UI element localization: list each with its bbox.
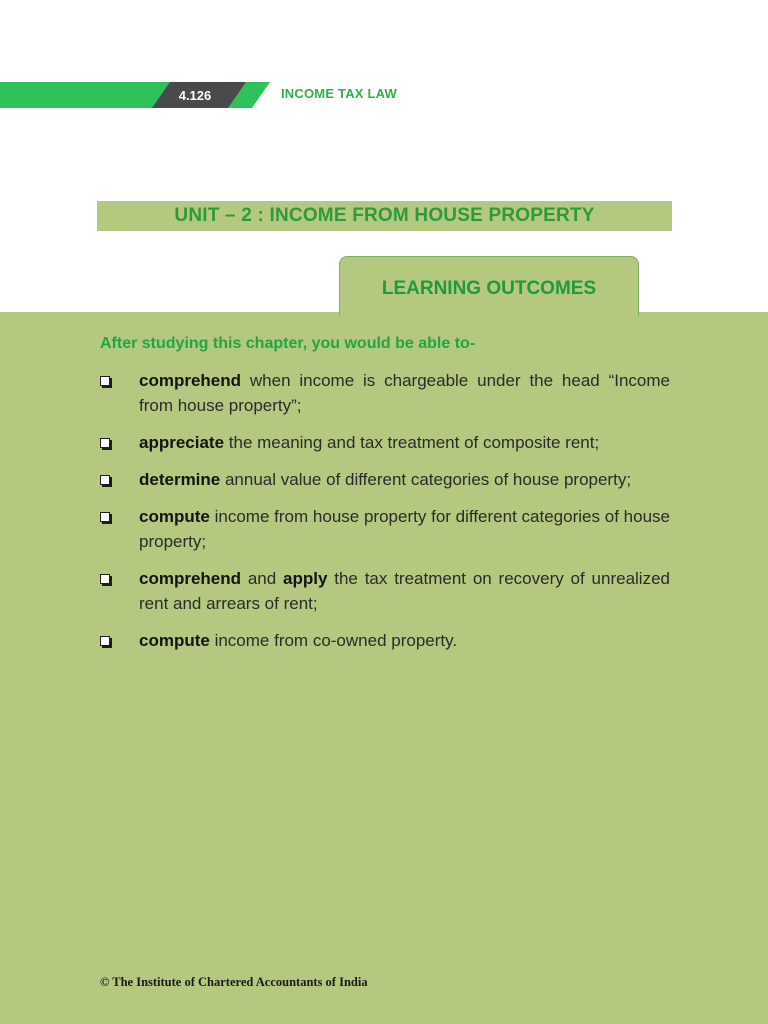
keyword: apply: [283, 569, 328, 588]
item-text: the tax treatment on recovery of unrealized rent and arrears of rent;: [139, 569, 670, 613]
checkbox-square-icon: [100, 574, 110, 584]
item-text: annual value of different categories of house property;: [220, 470, 632, 489]
item-text: income from house property for different categories of house property;: [139, 507, 670, 551]
list-item: [100, 430, 670, 455]
item-text: when income is chargeable under the head “Income from house property”;: [139, 371, 670, 415]
keyword: compute: [139, 631, 210, 650]
list-item: [100, 467, 670, 492]
checkbox-square-icon: [100, 376, 110, 386]
item-text: the meaning and tax treatment of composite rent;: [224, 433, 600, 452]
learning-outcomes-tab: [339, 256, 639, 316]
item-text: and: [241, 569, 284, 588]
list-item: [100, 566, 670, 616]
learning-outcomes-heading: LEARNING OUTCOMES: [381, 278, 597, 299]
checkbox-square-icon: [100, 475, 110, 485]
keyword: comprehend: [139, 371, 242, 390]
list-item: [100, 368, 670, 418]
keyword: compute: [139, 507, 210, 526]
keyword: determine: [139, 470, 221, 489]
running-title: INCOME TAX LAW: [281, 86, 397, 101]
checkbox-square-icon: [100, 438, 110, 448]
list-item: [100, 504, 670, 554]
item-text: income from co-owned property.: [209, 631, 458, 650]
keyword: appreciate: [139, 433, 225, 452]
outcomes-list: [100, 368, 670, 665]
list-item: [100, 628, 670, 653]
keyword: comprehend: [139, 569, 242, 588]
page-number: 4.126: [178, 87, 212, 103]
checkbox-square-icon: [100, 512, 110, 522]
footer-copyright: © The Institute of Chartered Accountants of India: [100, 975, 368, 989]
unit-title: UNIT – 2 : INCOME FROM HOUSE PROPERTY: [97, 201, 672, 231]
intro-text: After studying this chapter, you would be able to-: [100, 335, 476, 352]
checkbox-square-icon: [100, 636, 110, 646]
